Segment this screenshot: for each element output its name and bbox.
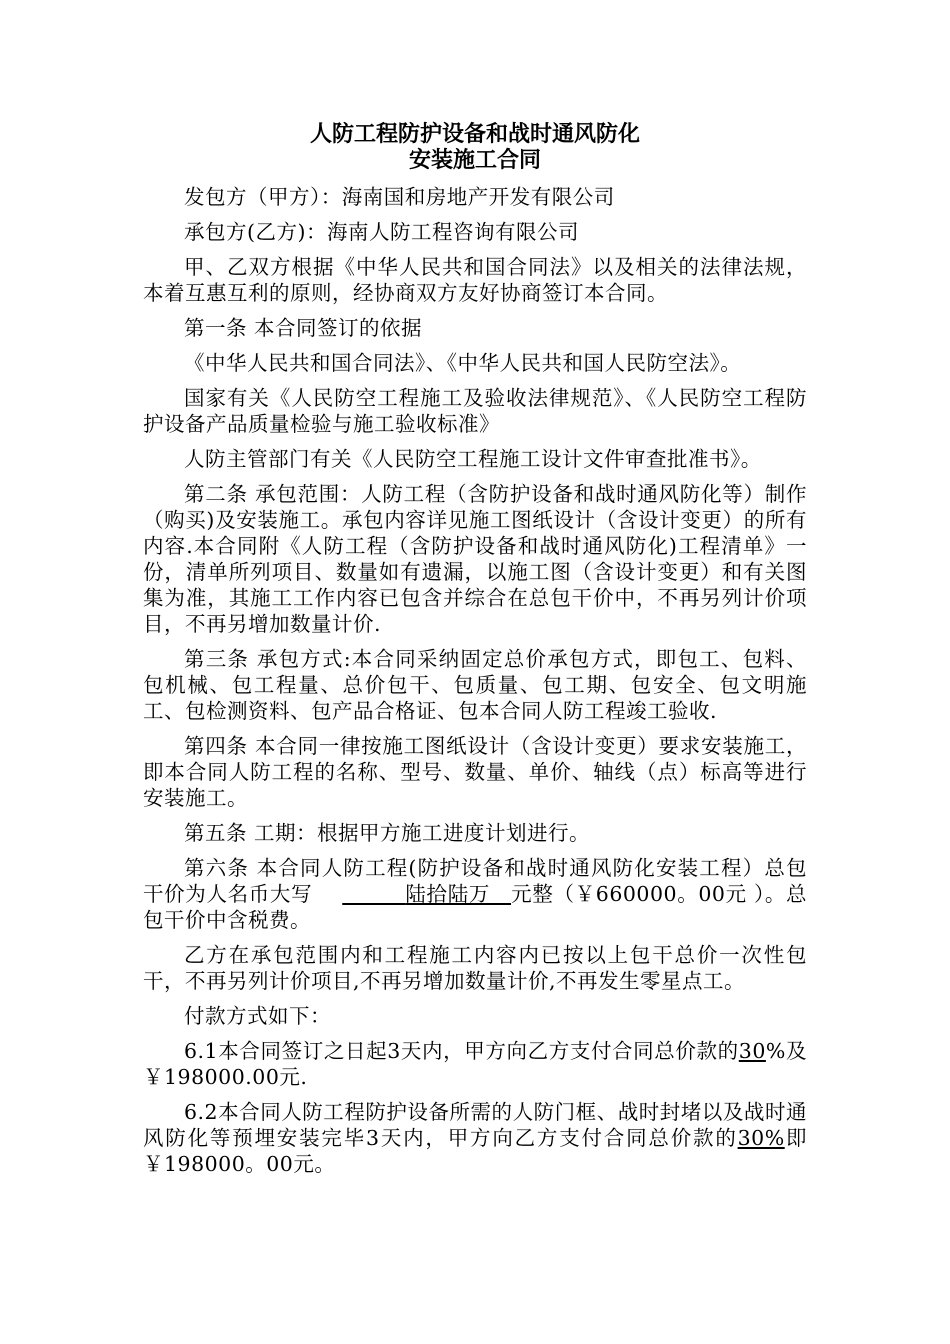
payment-6-1-percent: 30	[738, 1039, 766, 1063]
contract-page	[143, 122, 807, 1186]
article-2: 第二条 承包范围：人防工程（含防护设备和战时通风防化等）制作（购买)及安装施工。承包内容详见施工图纸设计（含设计变更）的所有内容.本合同附《人防工程（含防护设备和战时通风防化)工程清单》一份，清单所列项目、数量如有遗漏，以施工图（含设计变更）和有关图集为准，其施工工作内容已包含并综合在总包干价中，不再另列计价项目，不再另增加数量计价.	[143, 482, 807, 636]
article-6-suffix: 元整（￥660000。00元 ）。总包干价中含税费。	[143, 882, 808, 932]
article-6	[143, 855, 807, 933]
title-line-1: 人防工程防护设备和战时通风防化	[309, 122, 640, 147]
article-1-basis-3: 人防主管部门有关《人民防空工程施工设计文件审查批准书》。	[184, 447, 762, 471]
article-1-basis-2: 国家有关《人民防空工程施工及验收法律规范》、《人民防空工程防护设备产品质量检验与施工验收标准》	[143, 386, 807, 436]
party-b: 承包方(乙方)：海南人防工程咨询有限公司	[184, 220, 579, 244]
article-4: 第四条 本合同一律按施工图纸设计（含设计变更）要求安装施工，即本合同人防工程的名称、型号、数量、单价、轴线（点）标高等进行安装施工。	[143, 734, 807, 810]
article-6-amount-words: 陆拾陆万	[405, 882, 491, 906]
payment-heading: 付款方式如下：	[184, 1004, 331, 1028]
payment-6-2: 6.2本合同人防工程防护设备所需的人防门框、战时封堵以及战时通风防化等预埋安装完毕3天内，甲方向乙方支付合同总价款的30%即￥198000。00元。	[143, 1100, 808, 1176]
article-6-prefix: 第六条 本合同人防工程(防护设备和战时通风防化安装工程）总包干价为人名币大写	[143, 856, 807, 906]
article-3: 第三条 承包方式:本合同采纳固定总价承包方式，即包工、包料、包机械、包工程量、总价包干、包质量、包工期、包安全、包文明施工、包检测资料、包产品合格证、包本合同人防工程竣工验收.	[143, 647, 807, 723]
title-line-2: 安装施工合同	[408, 148, 541, 173]
document-title	[143, 122, 807, 174]
intro-paragraph: 甲、乙双方根据《中华人民共和国合同法》以及相关的法律法规，本着互惠互利的原则，经协商双方友好协商签订本合同。	[143, 255, 807, 305]
article-1-basis-1: 《中华人民共和国合同法》、《中华人民共和国人民防空法》。	[184, 351, 742, 375]
article-1-heading: 第一条 本合同签订的依据	[184, 316, 423, 340]
payment-6-2-percent: 30%	[737, 1126, 785, 1150]
party-a: 发包方（甲方）：海南国和房地产开发有限公司	[184, 185, 615, 209]
article-6-note: 乙方在承包范围内和工程施工内容内已按以上包干总价一次性包干，不再另列计价项目,不再另增加数量计价,不再发生零星点工。	[143, 943, 807, 993]
article-5: 第五条 工期：根据甲方施工进度计划进行。	[184, 821, 591, 845]
payment-6-1: 6.1本合同签订之日起3天内，甲方向乙方支付合同总价款的30%及￥198000.00元.	[143, 1039, 807, 1089]
